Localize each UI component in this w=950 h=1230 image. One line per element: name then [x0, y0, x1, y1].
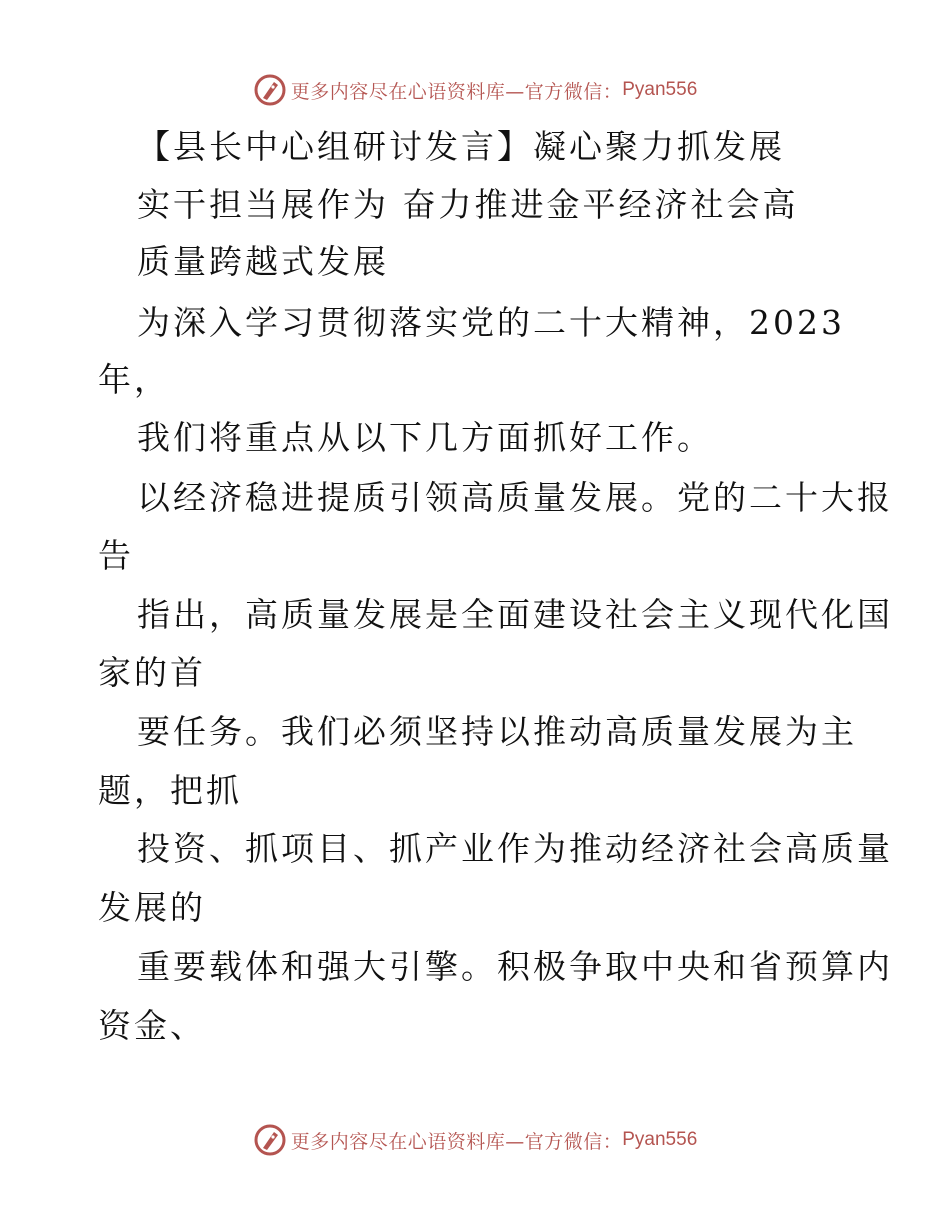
paragraph-line: 为深入学习贯彻落实党的二十大精神，2023: [137, 303, 845, 342]
document-title-line-1: 【县长中心组研讨发言】凝心聚力抓发展: [137, 127, 785, 166]
paragraph-line: 指出，高质量发展是全面建设社会主义现代化国: [137, 595, 893, 634]
paragraph-line: 年，: [98, 360, 170, 399]
paragraph-line: 题，把抓: [98, 771, 242, 810]
paragraph-line: 发展的: [98, 888, 206, 927]
paragraph-line: 我们将重点从以下几方面抓好工作。: [137, 418, 713, 457]
watermark-text: 更多内容尽在心语资料库—官方微信：: [290, 80, 623, 103]
pen-nib-circle-icon: [253, 1123, 287, 1157]
document-title-line-3: 质量跨越式发展: [137, 242, 389, 281]
paragraph-line: 要任务。我们必须坚持以推动高质量发展为主: [137, 712, 857, 751]
paragraph-line: 告: [98, 536, 134, 575]
watermark-wechat-id: Pyan556: [622, 79, 698, 100]
paragraph-line: 重要载体和强大引擎。积极争取中央和省预算内: [137, 947, 893, 986]
paragraph-line: 家的首: [98, 653, 206, 692]
document-title-line-2: 实干担当展作为 奋力推进金平经济社会高: [137, 185, 799, 224]
watermark-text: 更多内容尽在心语资料库—官方微信：: [290, 1130, 623, 1153]
paragraph-line: 投资、抓项目、抓产业作为推动经济社会高质量: [137, 829, 893, 868]
watermark-wechat-id: Pyan556: [622, 1129, 698, 1150]
header-watermark: [0, 70, 950, 110]
pen-nib-circle-icon: [253, 73, 287, 107]
paragraph-line: 资金、: [98, 1006, 206, 1045]
paragraph-line: 以经济稳进提质引领高质量发展。党的二十大报: [137, 478, 893, 517]
footer-watermark: [0, 1120, 950, 1160]
